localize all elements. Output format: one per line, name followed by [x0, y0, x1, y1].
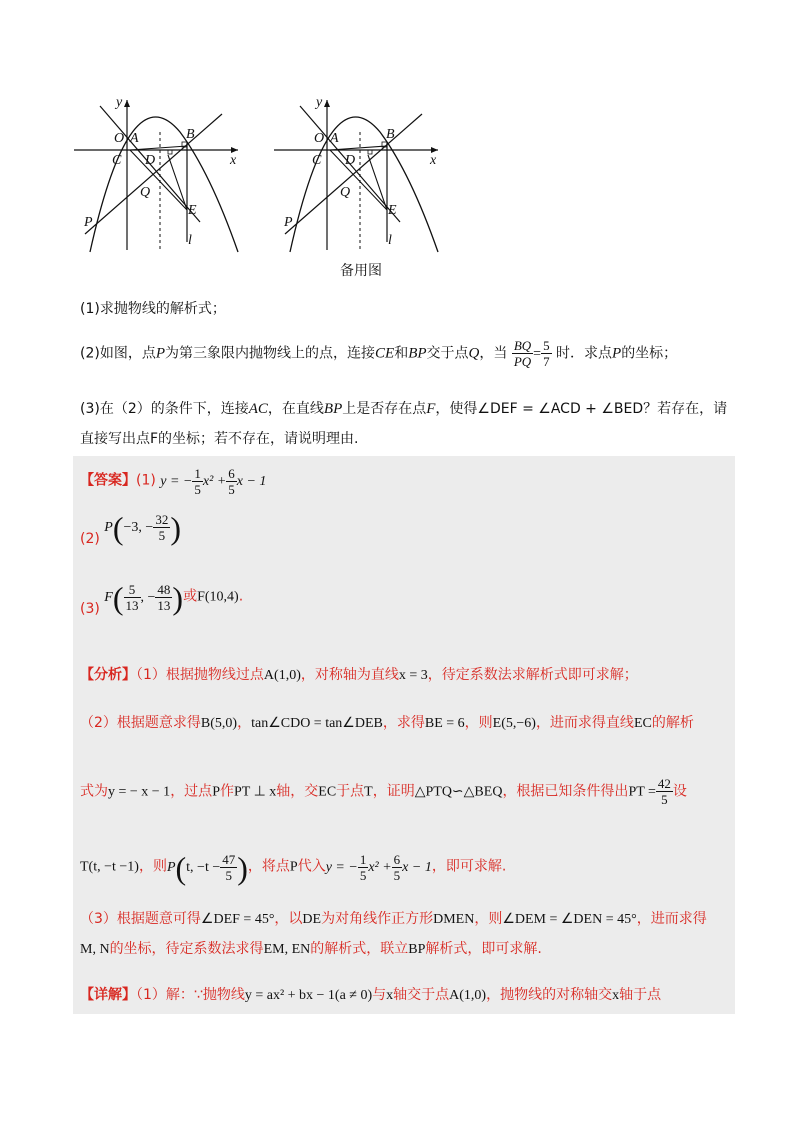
an-l3-f: ，证明 [372, 783, 415, 800]
a3-f1-num: 5 [124, 582, 141, 598]
a2-frac [153, 512, 170, 543]
answer-1-label: (1) [136, 472, 156, 489]
an-l4-frac [220, 852, 237, 883]
an-l4-a: ，则 [138, 858, 167, 875]
an-l6-MN: M, N [80, 942, 110, 957]
a2-f-den: 5 [158, 528, 166, 543]
q2-frac-num: BQ [513, 338, 532, 353]
an-l4-f1-num: 1 [359, 852, 367, 867]
detail-e: 轴于点 [619, 987, 662, 1003]
an-l4-frac-2 [392, 852, 403, 883]
an-l3-c: 作 [219, 783, 234, 800]
detail-b: 与 [372, 987, 387, 1003]
an-l1-b: ，对称轴为直线 [300, 667, 399, 683]
a3-frac-1 [124, 582, 141, 613]
label-O-2: O [314, 131, 325, 146]
an-l4-d: ，即可求解. [431, 858, 507, 875]
label-Q-2: Q [340, 185, 351, 200]
question-3-line1 [80, 398, 727, 420]
an-l4-mid: x² + [368, 859, 392, 875]
an-l1-A: A(1,0) [263, 668, 301, 683]
a1-f2-num: 6 [228, 466, 235, 481]
q2-eq: = [533, 346, 542, 362]
an-l3-fr-den: 5 [661, 792, 668, 807]
q2-text-b: 为第三象限内抛物线上的点，连接 [165, 345, 376, 362]
figure-backup [274, 100, 438, 252]
q2-tail: 的坐标； [621, 345, 678, 362]
q2-text-c: 交于点 [426, 345, 469, 362]
an-l2-BE: BE = 6 [424, 716, 465, 731]
an-l3-EC: EC [318, 784, 337, 800]
label-D: D [145, 153, 156, 168]
an-l5-sq: DMEN [433, 912, 475, 927]
a1-end: x − 1 [236, 473, 267, 489]
a1-f1-den: 5 [194, 482, 201, 497]
an-l1-a: （1）根据抛物线过点 [136, 667, 264, 683]
analysis-tag: 【分析】 [80, 667, 136, 683]
label-A: A [130, 131, 139, 146]
q3-text-c: 上是否存在点 [342, 401, 427, 417]
answer-tag: 【答案】 [80, 472, 136, 489]
an-l2-f: 的解析 [651, 715, 694, 731]
q2-Q: Q [468, 345, 480, 362]
q2-frac-den: PQ [513, 354, 532, 369]
label-y-2: y [316, 95, 323, 110]
an-l3-a: 式为 [80, 783, 108, 800]
label-l: l [188, 233, 192, 248]
detail-d: ，抛物线的对称轴交 [486, 987, 613, 1003]
q2-text-a: (2)如图，点 [80, 345, 156, 362]
label-Q: Q [140, 185, 151, 200]
analysis-line-3 [80, 776, 687, 807]
a1-frac-1 [192, 466, 203, 497]
answer-1 [80, 466, 266, 497]
an-l2-b: ， [237, 715, 252, 731]
detail-eq: y = ax² + bx − 1(a ≠ 0) [244, 988, 373, 1003]
an-l3-h: 设 [672, 783, 687, 800]
q2-value-fraction [541, 338, 552, 369]
q2-val-num: 5 [543, 338, 550, 353]
an-l2-tan: tan∠CDO = tan∠DEB [251, 716, 383, 731]
an-l4-b: ，将点 [247, 858, 290, 875]
an-l4-P2: P [289, 859, 298, 875]
an-l3-PT2: PT = [628, 784, 656, 800]
label-P: P [84, 215, 93, 230]
an-l5-ang2: ∠DEM = ∠DEN = 45° [502, 912, 637, 927]
an-l3-sim: △PTQ∽△BEQ [414, 784, 503, 800]
analysis-line-4: T(t, −t −1)，则P(t, −t − $\frac{47}{5}$ )，将点P代入y = − $\frac{1}{5}$ x² + $\frac{6}{5}$ x − 1，即可求解. [80, 849, 507, 886]
an-l3-frac [656, 776, 673, 807]
label-B: B [186, 127, 195, 142]
an-l4-f1-den: 5 [359, 868, 367, 883]
an-l4-P: P [166, 859, 176, 875]
an-l4-f2-den: 5 [393, 868, 401, 883]
label-P-2: P [284, 215, 293, 230]
label-x-2: x [430, 153, 437, 168]
an-l2-e: ，进而求得直线 [535, 715, 634, 731]
detail-tag: 【详解】 [80, 987, 136, 1003]
detail-A: A(1,0) [449, 988, 487, 1003]
an-l5-c: 为对角线作正方形 [321, 911, 434, 927]
q3-F: F [426, 401, 436, 417]
a3-F2: F(10,4) [197, 589, 239, 605]
an-l5-a: （3）根据题意可得 [80, 911, 201, 927]
an-l6-b: 的解析式，联立 [310, 941, 409, 957]
a3-frac-2 [155, 582, 172, 613]
label-C-2: C [312, 153, 322, 168]
a3-f1-den: 13 [125, 598, 139, 613]
detail-x: x [386, 988, 394, 1003]
an-l3-d: 轴，交 [276, 783, 319, 800]
an-l6-BP: BP [408, 942, 426, 957]
answer-2: (2) P(−3, − $\frac{32}{5}$ ) [80, 509, 181, 547]
an-l3-e: 于点 [336, 783, 365, 800]
an-l3-eq: y = − x − 1 [108, 784, 171, 800]
an-l4-fr-den: 5 [225, 868, 232, 883]
an-l5-d: ，则 [474, 911, 503, 927]
label-O: O [114, 131, 125, 146]
an-l2-d: ，则 [464, 715, 493, 731]
question-3-line2: 直接写出点F的坐标；若不存在，请说明理由. [80, 431, 359, 447]
an-l5-b: ，以 [274, 911, 303, 927]
analysis-line-5 [80, 908, 707, 931]
an-l3-g: ，根据已知条件得出 [502, 783, 629, 800]
q2-val-den: 7 [543, 354, 550, 369]
q2-and: 和 [394, 345, 409, 362]
an-l4-end: x − 1 [402, 859, 432, 875]
q3-AC: AC [248, 401, 268, 417]
figures [70, 92, 450, 282]
q2-text-d: 时．求点 [556, 345, 613, 362]
detail-c: 轴交于点 [393, 987, 450, 1003]
label-E: E [188, 203, 197, 218]
an-l4-fr-num: 47 [222, 852, 236, 867]
a2-f-num: 32 [155, 512, 169, 527]
question-1: (1)求抛物线的解析式； [80, 301, 226, 317]
figure-caption: 备用图 [340, 263, 382, 279]
an-l4-c: 代入 [297, 858, 326, 875]
an-l3-fr-num: 42 [657, 776, 671, 791]
answer-2-label: (2) [80, 530, 100, 547]
analysis-line-1 [80, 664, 638, 687]
q3-text-d: ，使得∠DEF = ∠ACD + ∠BED？若存在，请 [435, 401, 728, 417]
an-l6-EMEN: EM, EN [263, 942, 311, 957]
detail-a: （1）解：∵抛物线 [136, 987, 245, 1003]
a3-f2-den: 13 [157, 598, 171, 613]
a1-mid: x² + [202, 473, 227, 489]
label-l-2: l [388, 233, 392, 248]
analysis-line-6 [80, 938, 542, 961]
an-l3-b: ，过点 [170, 783, 213, 800]
an-l3-T: T [364, 784, 373, 800]
question-2 [80, 338, 677, 369]
an-l4-T: T(t, −t −1) [80, 859, 139, 875]
q3-text-b: ，在直线 [267, 401, 324, 417]
a3-f2-num: 48 [157, 582, 171, 597]
an-l2-B: B(5,0) [200, 716, 238, 731]
label-x: x [230, 153, 237, 168]
an-l5-e: ，进而求得 [636, 911, 707, 927]
detail-x2: x [612, 988, 620, 1003]
answer-3: (3) F( $\frac{5}{13}$ , − $\frac{48}{13}$ )或F(10,4). [80, 579, 244, 617]
an-l1-x: x = 3 [398, 668, 428, 683]
q3-BP: BP [323, 401, 343, 417]
q2-BP: BP [408, 345, 427, 362]
a3-F: F [104, 589, 113, 605]
an-l5-DE: DE [302, 912, 322, 927]
a1-frac-2 [226, 466, 237, 497]
q2-P: P [155, 345, 166, 362]
an-l2-EC: EC [633, 716, 652, 731]
an-l6-c: 解析式，即可求解. [425, 941, 542, 957]
label-E-2: E [388, 203, 397, 218]
an-l1-c: ，待定系数法求解析式即可求解； [427, 667, 638, 683]
an-l5-ang: ∠DEF = 45° [200, 912, 275, 927]
an-l4-frac-1 [358, 852, 369, 883]
an-l3-P: P [212, 784, 220, 800]
q2-P2: P [612, 345, 622, 362]
a1-expr: y = − [160, 473, 193, 489]
a2-P: P [104, 519, 113, 535]
an-l2-a: （2）根据题意求得 [80, 715, 201, 731]
label-A-2: A [330, 131, 339, 146]
label-y: y [116, 95, 123, 110]
label-D-2: D [345, 153, 356, 168]
a3-or: 或 [183, 588, 198, 605]
analysis-line-2 [80, 712, 694, 735]
q3-text-a: (3)在（2）的条件下，连接 [80, 401, 249, 417]
a3-comma: , − [140, 589, 156, 605]
a1-f1-num: 1 [194, 466, 201, 481]
q2-ratio-fraction [512, 338, 533, 369]
an-l4-y: y = − [325, 859, 358, 875]
label-B-2: B [386, 127, 395, 142]
a1-f2-den: 5 [228, 482, 235, 497]
parabola-figures [70, 92, 460, 282]
label-C: C [112, 153, 122, 168]
answer-3-label: (3) [80, 600, 100, 617]
an-l2-E: E(5,−6) [492, 716, 536, 731]
an-l4-in: t, −t − [186, 859, 221, 875]
q2-CE: CE [375, 345, 395, 362]
detail-line-1 [80, 984, 661, 1007]
a2-in: −3, − [123, 519, 154, 535]
q2-when: ，当 [479, 345, 508, 362]
figure-main [74, 100, 238, 252]
an-l6-a: 的坐标，待定系数法求得 [109, 941, 264, 957]
an-l3-PT: PT ⊥ x [233, 784, 277, 800]
an-l4-f2-num: 6 [393, 852, 401, 867]
a3-end: . [238, 588, 244, 605]
an-l2-c: ，求得 [382, 715, 425, 731]
